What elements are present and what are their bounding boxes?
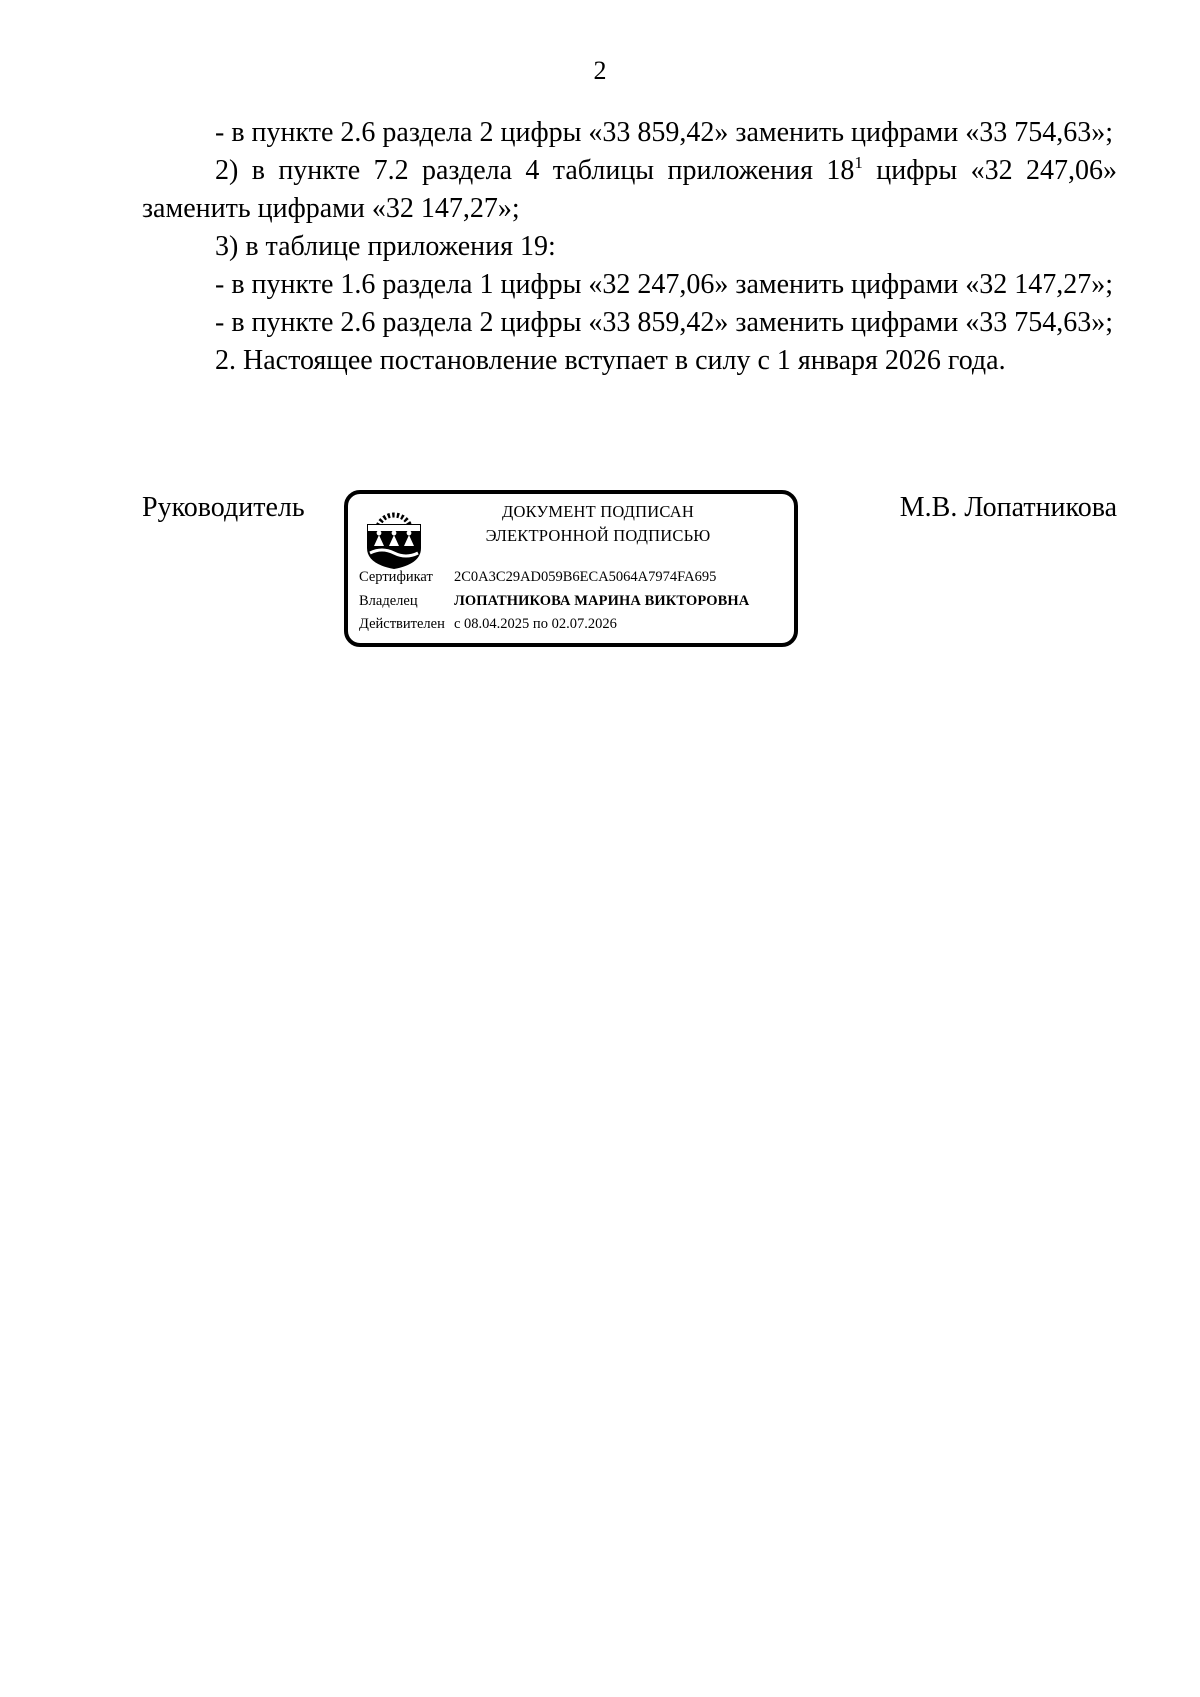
signer-position: Руководитель bbox=[142, 492, 305, 523]
paragraph: 2) в пункте 7.2 раздела 4 таблицы приложения $18^1$ цифры «32 247,06» заменить цифрами «32 147,27»; bbox=[142, 153, 1117, 224]
paragraph: 2. Настоящее постановление вступает в силу с 1 января 2026 года. bbox=[215, 345, 1006, 376]
stamp-heading: ЭЛЕКТРОННОЙ ПОДПИСЬЮ bbox=[485, 526, 711, 545]
certificate-label: Сертификат bbox=[359, 569, 433, 585]
owner-row bbox=[359, 591, 749, 611]
regional-coat-of-arms-icon bbox=[360, 502, 428, 570]
owner-label: Владелец bbox=[359, 593, 418, 609]
signer-name: М.В. Лопатникова bbox=[899, 492, 1117, 523]
paragraph: - в пункте 2.6 раздела 2 цифры «33 859,42» заменить цифрами «33 754,63»; bbox=[215, 307, 1114, 338]
electronic-signature-stamp bbox=[344, 490, 798, 647]
paragraph: 3) в таблице приложения 19: bbox=[215, 231, 556, 262]
stamp-heading: ДОКУМЕНТ ПОДПИСАН bbox=[502, 502, 694, 521]
certificate-row bbox=[359, 567, 716, 587]
paragraph: - в пункте 2.6 раздела 2 цифры «33 859,42» заменить цифрами «33 754,63»; bbox=[215, 117, 1114, 148]
page-number: 2 bbox=[593, 56, 607, 85]
document-body bbox=[142, 114, 1117, 380]
superscript: 1 bbox=[854, 153, 863, 172]
owner-value: ЛОПАТНИКОВА МАРИНА ВИКТОРОВНА bbox=[454, 593, 750, 609]
certificate-value: 2C0A3C29AD059B6ECA5064A7974FA695 bbox=[454, 569, 717, 585]
validity-row bbox=[359, 614, 617, 634]
validity-label: Действителен bbox=[359, 616, 445, 632]
signature-block bbox=[0, 490, 1200, 660]
paragraph: - в пункте 1.6 раздела 1 цифры «32 247,06» заменить цифрами «32 147,27»; bbox=[215, 269, 1114, 300]
validity-value: с 08.04.2025 по 02.07.2026 bbox=[454, 616, 617, 632]
